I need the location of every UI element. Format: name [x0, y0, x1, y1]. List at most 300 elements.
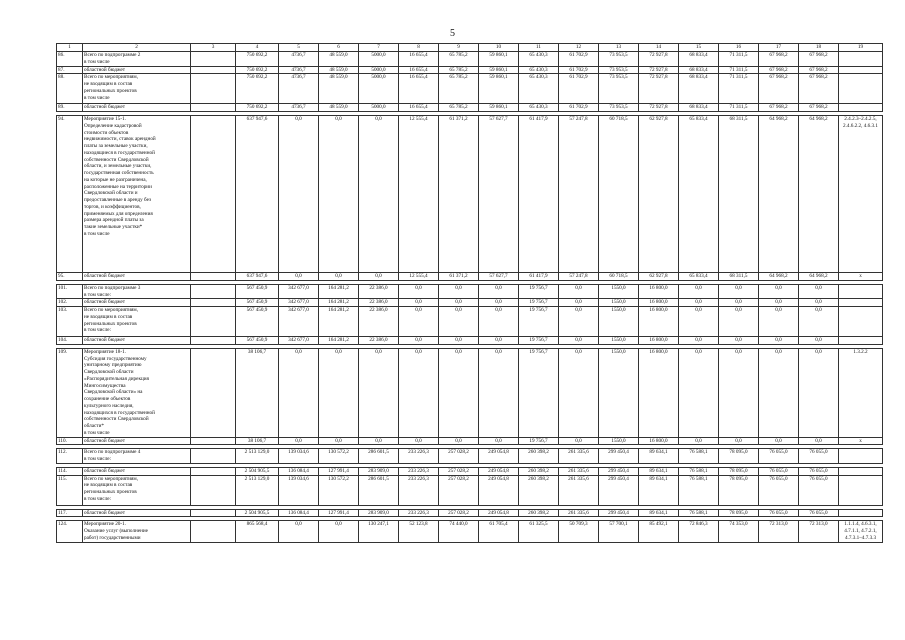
value-cell: 0,0 [279, 521, 319, 543]
value-cell: 0,0 [399, 299, 439, 307]
value-cell: 64 968,2 [799, 273, 839, 281]
column-number: 4 [236, 44, 279, 52]
value-cell: 130 572,2 [319, 449, 359, 464]
value-cell: 61 417,9 [519, 116, 559, 273]
value-cell: 0,0 [799, 299, 839, 307]
value-cell: 50 709,3 [559, 521, 599, 543]
value-cell: 76 055,0 [759, 449, 799, 464]
value-cell: 0,0 [679, 348, 719, 437]
value-cell: 136 084,4 [279, 467, 319, 475]
row-number: 114. [57, 467, 83, 475]
row-name: Всего по подпрограмме 2 в том числе [83, 52, 191, 67]
table-row [57, 66, 883, 74]
value-cell: 67 968,2 [759, 104, 799, 112]
value-cell: 130 572,2 [319, 475, 359, 505]
value-cell: 72 927,8 [639, 104, 679, 112]
value-cell: 5000,0 [359, 104, 399, 112]
value-cell: 19 756,7 [519, 307, 559, 337]
value-cell: 19 756,7 [519, 337, 559, 345]
value-cell: 61 371,2 [439, 116, 479, 273]
row-name: Всего по мероприятиям, не входящим в состав региональных проектов в том числе: [83, 475, 191, 505]
value-cell: 0,0 [399, 348, 439, 437]
value-cell: 0,0 [799, 337, 839, 345]
value-cell: 0,0 [719, 437, 759, 445]
reference-cell: 1.3.2.2 [839, 348, 883, 437]
value-cell: 59 860,1 [479, 52, 519, 67]
value-cell: 0,0 [719, 284, 759, 299]
column-number: 19 [839, 44, 883, 52]
value-cell: 57 627,7 [479, 273, 519, 281]
value-cell: 0,0 [399, 337, 439, 345]
value-cell: 16 800,0 [639, 348, 679, 437]
column-number: 14 [639, 44, 679, 52]
value-cell: 0,0 [479, 284, 519, 299]
row-number: 87. [57, 66, 83, 74]
column-number: 18 [799, 44, 839, 52]
value-cell: 0,0 [279, 437, 319, 445]
value-cell: 750 692,2 [236, 66, 279, 74]
reference-cell [839, 337, 883, 345]
value-cell: 72 927,8 [639, 52, 679, 67]
value-cell: 257 028,2 [439, 475, 479, 505]
value-cell: 0,0 [679, 437, 719, 445]
value-cell: 71 311,5 [719, 104, 759, 112]
value-cell: 65 785,2 [439, 52, 479, 67]
value-cell: 261 335,6 [559, 509, 599, 517]
value-cell: 72 313,0 [759, 521, 799, 543]
value-cell: 61 705,4 [479, 521, 519, 543]
value-cell: 61 702,9 [559, 74, 599, 104]
value-cell: 0,0 [799, 348, 839, 437]
value-cell: 76 055,0 [799, 449, 839, 464]
empty-cell [191, 337, 236, 345]
value-cell: 261 335,6 [559, 449, 599, 464]
value-cell: 637 947,6 [236, 116, 279, 273]
value-cell: 67 968,2 [759, 66, 799, 74]
value-cell: 72 313,0 [799, 521, 839, 543]
row-name: областной бюджет [83, 66, 191, 74]
empty-cell [191, 66, 236, 74]
empty-cell [191, 437, 236, 445]
value-cell: 260 398,2 [519, 475, 559, 505]
value-cell: 61 702,9 [559, 52, 599, 67]
row-name: областной бюджет [83, 104, 191, 112]
value-cell: 283 909,0 [359, 467, 399, 475]
row-number: 109. [57, 348, 83, 437]
value-cell: 0,0 [719, 337, 759, 345]
value-cell: 12 555,4 [399, 273, 439, 281]
value-cell: 0,0 [399, 437, 439, 445]
empty-cell [191, 449, 236, 464]
value-cell: 61 702,9 [559, 66, 599, 74]
value-cell: 71 311,5 [719, 66, 759, 74]
empty-cell [191, 467, 236, 475]
column-number: 12 [559, 44, 599, 52]
value-cell: 16 800,0 [639, 307, 679, 337]
value-cell: 64 968,2 [759, 273, 799, 281]
column-number: 13 [599, 44, 639, 52]
table-row [57, 437, 883, 445]
column-number: 8 [399, 44, 439, 52]
table-row [57, 104, 883, 112]
value-cell: 71 311,5 [719, 52, 759, 67]
value-cell: 67 968,2 [799, 74, 839, 104]
value-cell: 0,0 [359, 273, 399, 281]
reference-cell [839, 74, 883, 104]
value-cell: 89 634,1 [639, 449, 679, 464]
value-cell: 19 756,7 [519, 299, 559, 307]
empty-cell [191, 348, 236, 437]
empty-cell [191, 52, 236, 67]
row-number: 103. [57, 307, 83, 337]
value-cell: 342 677,0 [279, 299, 319, 307]
value-cell: 71 311,5 [719, 74, 759, 104]
table-row [57, 273, 883, 281]
value-cell: 0,0 [679, 337, 719, 345]
value-cell: 22 386,0 [359, 307, 399, 337]
row-number: 117. [57, 509, 83, 517]
value-cell: 567 450,9 [236, 299, 279, 307]
value-cell: 78 095,0 [719, 449, 759, 464]
value-cell: 76 588,1 [679, 475, 719, 505]
value-cell: 233 226,3 [399, 449, 439, 464]
value-cell: 0,0 [759, 299, 799, 307]
value-cell: 0,0 [679, 307, 719, 337]
value-cell: 0,0 [479, 307, 519, 337]
value-cell: 0,0 [439, 348, 479, 437]
value-cell: 65 430,3 [519, 104, 559, 112]
value-cell: 76 055,0 [759, 475, 799, 505]
value-cell: 0,0 [439, 337, 479, 345]
column-number: 1 [57, 44, 83, 52]
value-cell: 637 947,6 [236, 273, 279, 281]
value-cell: 342 677,0 [279, 307, 319, 337]
value-cell: 65 430,3 [519, 66, 559, 74]
value-cell: 65 785,2 [439, 74, 479, 104]
value-cell: 299 450,4 [599, 467, 639, 475]
value-cell: 0,0 [479, 348, 519, 437]
row-number: 115. [57, 475, 83, 505]
value-cell: 139 034,6 [279, 475, 319, 505]
row-name: Мероприятие 20-1. Оказание услуг (выполнение работ) государственными [83, 521, 191, 543]
value-cell: 260 398,2 [519, 449, 559, 464]
value-cell: 750 692,2 [236, 74, 279, 104]
value-cell: 4736,7 [279, 104, 319, 112]
value-cell: 78 095,0 [719, 467, 759, 475]
value-cell: 48 559,0 [319, 66, 359, 74]
value-cell: 16 655,4 [399, 66, 439, 74]
reference-cell [839, 104, 883, 112]
value-cell: 2 513 129,0 [236, 449, 279, 464]
value-cell: 0,0 [319, 437, 359, 445]
value-cell: 67 968,2 [759, 52, 799, 67]
value-cell: 136 084,4 [279, 509, 319, 517]
value-cell: 0,0 [799, 307, 839, 337]
empty-cell [191, 521, 236, 543]
value-cell: 67 968,2 [759, 74, 799, 104]
value-cell: 61 702,9 [559, 104, 599, 112]
value-cell: 65 833,4 [679, 116, 719, 273]
empty-cell [191, 307, 236, 337]
value-cell: 4736,7 [279, 74, 319, 104]
value-cell: 299 450,4 [599, 449, 639, 464]
value-cell: 0,0 [759, 348, 799, 437]
value-cell: 73 953,5 [599, 104, 639, 112]
value-cell: 0,0 [439, 307, 479, 337]
value-cell: 65 785,2 [439, 104, 479, 112]
table-row [57, 348, 883, 437]
value-cell: 59 860,1 [479, 104, 519, 112]
value-cell: 67 968,2 [799, 104, 839, 112]
value-cell: 567 450,9 [236, 337, 279, 345]
value-cell: 164 281,2 [319, 307, 359, 337]
table-row [57, 299, 883, 307]
value-cell: 164 281,2 [319, 337, 359, 345]
value-cell: 0,0 [799, 437, 839, 445]
column-number: 15 [679, 44, 719, 52]
reference-cell [839, 66, 883, 74]
table-row [57, 467, 883, 475]
value-cell: 67 968,2 [799, 52, 839, 67]
column-number: 2 [83, 44, 191, 52]
row-name: Всего по подпрограмме 3 в том числе: [83, 284, 191, 299]
value-cell: 0,0 [719, 348, 759, 437]
empty-cell [191, 475, 236, 505]
value-cell: 233 226,3 [399, 475, 439, 505]
value-cell: 57 627,7 [479, 116, 519, 273]
value-cell: 299 450,4 [599, 475, 639, 505]
value-cell: 68 833,4 [679, 66, 719, 74]
value-cell: 249 054,8 [479, 509, 519, 517]
value-cell: 249 054,8 [479, 449, 519, 464]
value-cell: 0,0 [359, 116, 399, 273]
column-number: 17 [759, 44, 799, 52]
value-cell: 78 095,0 [719, 475, 759, 505]
value-cell: 283 909,0 [359, 509, 399, 517]
value-cell: 73 953,5 [599, 66, 639, 74]
value-cell: 0,0 [559, 284, 599, 299]
value-cell: 76 055,0 [799, 475, 839, 505]
row-name: областной бюджет [83, 467, 191, 475]
value-cell: 299 450,4 [599, 509, 639, 517]
value-cell: 74 440,0 [439, 521, 479, 543]
reference-cell: x [839, 273, 883, 281]
value-cell: 74 353,0 [719, 521, 759, 543]
value-cell: 89 634,1 [639, 509, 679, 517]
value-cell: 865 568,4 [236, 521, 279, 543]
value-cell: 0,0 [319, 116, 359, 273]
value-cell: 261 335,6 [559, 467, 599, 475]
value-cell: 85 492,1 [639, 521, 679, 543]
value-cell: 76 588,1 [679, 509, 719, 517]
value-cell: 0,0 [439, 284, 479, 299]
header-row [57, 44, 883, 52]
value-cell: 0,0 [359, 348, 399, 437]
value-cell: 261 335,6 [559, 475, 599, 505]
value-cell: 76 588,1 [679, 467, 719, 475]
value-cell: 342 677,0 [279, 284, 319, 299]
table-row [57, 475, 883, 505]
value-cell: 2 504 905,5 [236, 509, 279, 517]
value-cell: 65 430,3 [519, 74, 559, 104]
value-cell: 260 398,2 [519, 467, 559, 475]
value-cell: 16 655,4 [399, 52, 439, 67]
value-cell: 257 028,2 [439, 467, 479, 475]
value-cell: 5000,0 [359, 52, 399, 67]
reference-cell [839, 307, 883, 337]
value-cell: 38 106,7 [236, 437, 279, 445]
value-cell: 342 677,0 [279, 337, 319, 345]
value-cell: 1550,0 [599, 307, 639, 337]
value-cell: 0,0 [439, 299, 479, 307]
value-cell: 76 055,0 [759, 467, 799, 475]
value-cell: 38 106,7 [236, 348, 279, 437]
column-number: 9 [439, 44, 479, 52]
reference-cell [839, 52, 883, 67]
value-cell: 257 028,2 [439, 449, 479, 464]
value-cell: 19 756,7 [519, 437, 559, 445]
value-cell: 16 800,0 [639, 284, 679, 299]
reference-cell [839, 509, 883, 517]
value-cell: 1550,0 [599, 337, 639, 345]
value-cell: 0,0 [439, 437, 479, 445]
value-cell: 286 601,5 [359, 449, 399, 464]
table-row [57, 116, 883, 273]
value-cell: 68 833,4 [679, 74, 719, 104]
column-number: 5 [279, 44, 319, 52]
value-cell: 57 247,8 [559, 273, 599, 281]
value-cell: 750 692,2 [236, 104, 279, 112]
value-cell: 1550,0 [599, 284, 639, 299]
value-cell: 164 281,2 [319, 299, 359, 307]
table-row [57, 52, 883, 67]
row-name: Всего по подпрограмме 4 в том числе: [83, 449, 191, 464]
empty-cell [191, 104, 236, 112]
row-name: областной бюджет [83, 337, 191, 345]
value-cell: 0,0 [679, 299, 719, 307]
row-name: Всего по мероприятиям, не входящим в состав региональных проектов в том числе [83, 74, 191, 104]
value-cell: 567 450,9 [236, 284, 279, 299]
column-number: 11 [519, 44, 559, 52]
value-cell: 2 504 905,5 [236, 467, 279, 475]
row-number: 112. [57, 449, 83, 464]
value-cell: 78 095,0 [719, 509, 759, 517]
value-cell: 164 281,2 [319, 284, 359, 299]
value-cell: 0,0 [559, 299, 599, 307]
value-cell: 0,0 [319, 273, 359, 281]
value-cell: 76 055,0 [799, 509, 839, 517]
value-cell: 16 655,4 [399, 104, 439, 112]
value-cell: 64 968,2 [799, 116, 839, 273]
table-row [57, 509, 883, 517]
reference-cell: 1.1.1.4, 4.6.3.1, 4.7.1.1, 4.7.2.1, 4.7.3.1–4.7.3.3 [839, 521, 883, 543]
table-row [57, 74, 883, 104]
table-row [57, 284, 883, 299]
value-cell: 59 860,1 [479, 66, 519, 74]
value-cell: 68 311,5 [719, 273, 759, 281]
value-cell: 130 247,1 [359, 521, 399, 543]
value-cell: 76 055,0 [799, 467, 839, 475]
value-cell: 249 054,8 [479, 467, 519, 475]
table-row [57, 307, 883, 337]
value-cell: 0,0 [319, 348, 359, 437]
row-name: Мероприятие 18-1. Субсидия государственному унитарному предприятию Свердловской области «Распорядительная дирекция Мингосимущества Свердловской области» на сохранение объектов культурного наследия, находящихся в государственной собственности Свердловской области* в том числе [83, 348, 191, 437]
row-number: 124. [57, 521, 83, 543]
value-cell: 1550,0 [599, 348, 639, 437]
value-cell: 19 756,7 [519, 348, 559, 437]
value-cell: 68 833,4 [679, 104, 719, 112]
row-number: 102. [57, 299, 83, 307]
value-cell: 89 634,1 [639, 467, 679, 475]
value-cell: 0,0 [719, 299, 759, 307]
value-cell: 233 226,3 [399, 509, 439, 517]
value-cell: 0,0 [759, 284, 799, 299]
value-cell: 22 386,0 [359, 337, 399, 345]
value-cell: 0,0 [799, 284, 839, 299]
value-cell: 0,0 [759, 337, 799, 345]
value-cell: 750 692,2 [236, 52, 279, 67]
reference-cell [839, 284, 883, 299]
value-cell: 0,0 [359, 437, 399, 445]
value-cell: 139 034,6 [279, 449, 319, 464]
reference-cell [839, 467, 883, 475]
row-number: 110. [57, 437, 83, 445]
value-cell: 0,0 [759, 437, 799, 445]
value-cell: 249 054,8 [479, 475, 519, 505]
value-cell: 0,0 [279, 273, 319, 281]
row-number: 88. [57, 74, 83, 104]
value-cell: 0,0 [479, 299, 519, 307]
value-cell: 16 655,4 [399, 74, 439, 104]
column-number: 10 [479, 44, 519, 52]
row-name: областной бюджет [83, 273, 191, 281]
value-cell: 22 386,0 [359, 299, 399, 307]
table-row [57, 521, 883, 543]
value-cell: 1550,0 [599, 437, 639, 445]
value-cell: 60 718,5 [599, 116, 639, 273]
value-cell: 0,0 [479, 437, 519, 445]
value-cell: 68 311,5 [719, 116, 759, 273]
value-cell: 61 325,5 [519, 521, 559, 543]
empty-cell [191, 74, 236, 104]
value-cell: 5000,0 [359, 74, 399, 104]
value-cell: 0,0 [719, 307, 759, 337]
column-number: 7 [359, 44, 399, 52]
empty-cell [191, 284, 236, 299]
value-cell: 61 371,2 [439, 273, 479, 281]
value-cell: 0,0 [559, 337, 599, 345]
value-cell: 16 800,0 [639, 299, 679, 307]
value-cell: 48 559,0 [319, 104, 359, 112]
reference-cell [839, 449, 883, 464]
value-cell: 65 430,3 [519, 52, 559, 67]
table-row [57, 449, 883, 464]
value-cell: 57 700,1 [599, 521, 639, 543]
row-name: Мероприятие 15-1. Определение кадастровой стоимости объектов недвижимости, ставок арендной платы за земельные участки, находящиеся в государственной собственности Свердловской области, и земельные участки, государственная собственность на которые не разграничена, расположенные на территории Свердловской области и предоставленные в аренду без торгов, и коэффициентов, применяемых для определения размера арендной платы за такие земельные участки* в том числе [83, 116, 191, 273]
value-cell: 0,0 [279, 116, 319, 273]
value-cell: 72 846,3 [679, 521, 719, 543]
value-cell: 64 968,2 [759, 116, 799, 273]
value-cell: 52 123,8 [399, 521, 439, 543]
value-cell: 0,0 [399, 307, 439, 337]
value-cell: 65 833,4 [679, 273, 719, 281]
empty-cell [191, 509, 236, 517]
value-cell: 0,0 [279, 348, 319, 437]
empty-cell [191, 273, 236, 281]
row-number: 95. [57, 273, 83, 281]
value-cell: 0,0 [479, 337, 519, 345]
value-cell: 16 800,0 [639, 437, 679, 445]
